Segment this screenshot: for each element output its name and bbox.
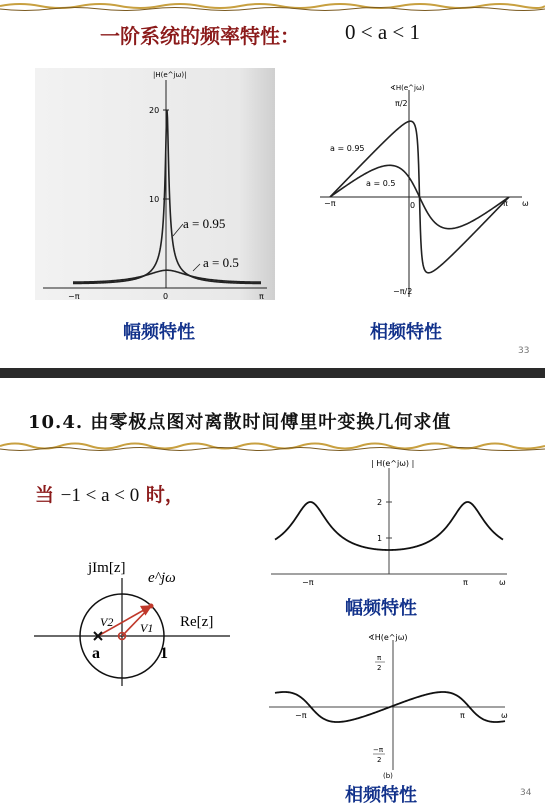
x-tick-neg-pi: −π [68, 292, 80, 301]
slide-title: 10.4. 由零极点图对离散时间傅里叶变换几何求值 [28, 412, 452, 433]
x-tick-pi: π [503, 199, 508, 208]
y-tick-neg-pi-den: 2 [377, 756, 382, 764]
x-tick-pi: π [460, 711, 465, 720]
y-axis-label: ∢H(e^jω) [368, 633, 408, 642]
phase-curve [275, 692, 505, 722]
label-a-0.95: a = 0.95 [183, 216, 226, 231]
subfigure-label: (b) [383, 772, 393, 780]
page-number: 33 [518, 346, 530, 356]
one-label: 1 [160, 645, 168, 662]
decorative-divider [0, 440, 545, 454]
y-axis-label: | H(e^jω) | [371, 459, 415, 468]
condition-text: 0 < a < 1 [345, 20, 421, 44]
v2-label: V2 [100, 615, 114, 629]
v1-label: V1 [140, 621, 154, 635]
slide-separator [0, 368, 545, 378]
condition-math: −1 < a < 0 [60, 485, 140, 506]
label-a-0.5: a = 0.5 [366, 179, 396, 188]
decorative-border-top [0, 0, 545, 14]
pole-zero-plot [30, 558, 240, 688]
label-a-0.5: a = 0.5 [203, 255, 239, 270]
condition-prefix: 当 [35, 484, 55, 506]
x-axis-label: ω [501, 711, 508, 720]
y-tick-2: 2 [377, 498, 383, 507]
caption-magnitude: 幅频特性 [345, 598, 417, 619]
x-tick-neg-pi: −π [295, 711, 307, 720]
x-axis-label: ω [499, 578, 506, 586]
x-axis-label: ω [522, 199, 529, 208]
slide-33 [0, 0, 545, 368]
condition-line [35, 480, 184, 507]
imag-label: jIm[z] [88, 560, 126, 576]
y-tick-20: 20 [149, 106, 160, 115]
y-tick-pi-2: π/2 [395, 99, 408, 108]
x-tick-neg-pi: −π [324, 199, 336, 208]
caption-phase: 相频特性 [370, 322, 442, 343]
phase-chart [310, 82, 535, 302]
slide-title: 一阶系统的频率特性： [100, 24, 300, 48]
x-tick-neg-pi: −π [302, 578, 314, 586]
y-tick-pi-den: 2 [377, 664, 382, 672]
slide-34 [0, 378, 545, 809]
pole-a-label: a [92, 645, 100, 662]
magnitude-chart [35, 68, 275, 306]
condition-suffix: 时， [145, 484, 184, 506]
y-axis-label: |H(e^jω)| [153, 71, 187, 79]
y-tick-neg-pi-num: −π [373, 746, 384, 754]
ejw-label: e^jω [148, 570, 176, 586]
y-tick-10: 10 [149, 195, 160, 204]
y-tick-1: 1 [377, 534, 383, 543]
x-tick-zero: 0 [410, 201, 416, 210]
label-a-0.95: a = 0.95 [330, 144, 365, 153]
caption-phase: 相频特性 [345, 785, 417, 806]
x-tick-pi: π [259, 292, 264, 301]
y-tick-pi-num: π [377, 654, 382, 662]
x-tick-pi: π [463, 578, 468, 586]
x-tick-zero: 0 [163, 292, 169, 301]
phase-chart-2 [265, 630, 520, 780]
point-ejw [149, 604, 154, 609]
y-axis-label: ∢H(e^jω) [390, 84, 425, 92]
magnitude-chart-2 [265, 456, 520, 586]
page-number: 34 [520, 788, 532, 798]
y-tick-neg-pi-2: −π/2 [393, 287, 413, 296]
real-label: Re[z] [180, 614, 214, 630]
caption-magnitude: 幅频特性 [123, 322, 195, 343]
